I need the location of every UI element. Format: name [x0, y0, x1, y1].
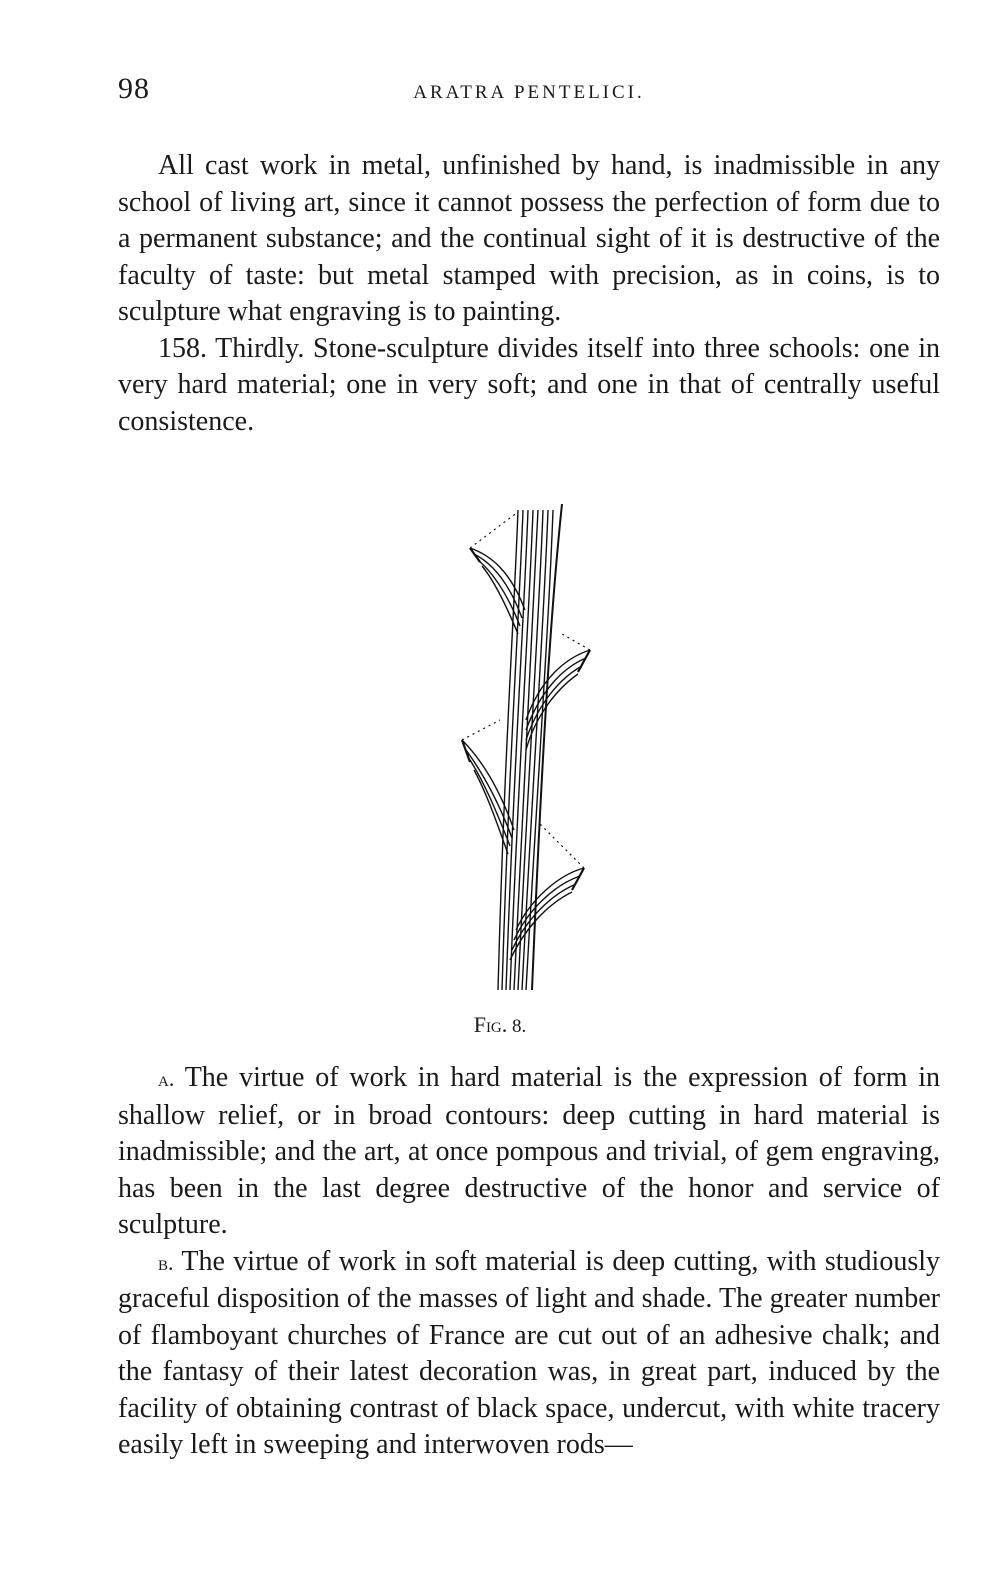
- page-header: [118, 72, 940, 112]
- paragraph-a-label: a.: [158, 1066, 175, 1091]
- figure-caption: [430, 1012, 570, 1038]
- stem-leaf-engraving: [440, 500, 620, 1010]
- paragraph-b-text: The virtue of work in soft material is deep cutting, with studiously graceful disposition of the masses of light and shade. The greater number of flamboyant churches of France are cut out of an adhesive chalk; and the fantasy of their latest decoration was, in great part, induced by the facility of obtaining contrast of black space, undercut, with white tracery easily left in sweeping and interwoven rods—: [118, 1245, 940, 1460]
- paragraph-158: 158. Thirdly. Stone-sculpture divides itself into three schools: one in very hard material; one in very soft; and one in that of centrally useful consistence.: [118, 332, 940, 437]
- paragraph-b-label: b.: [158, 1249, 174, 1275]
- caption-number: 8.: [512, 1016, 527, 1037]
- caption-prefix: Fig.: [473, 1012, 508, 1037]
- paragraph-a-text: The virtue of work in hard material is the expression of form in shallow relief, or in broad contours: deep cutting in hard material is inadmissible; and the art, at once pompous and trivial, of gem engraving, has been in the last degree destructive of the honor and service of sculpture.: [118, 1062, 940, 1240]
- body-text-bottom: [118, 1060, 940, 1464]
- figure-8-illustration: [440, 500, 620, 1010]
- running-title: ARATRA PENTELICI.: [413, 82, 645, 103]
- page-number: 98: [118, 72, 150, 105]
- paragraph-b: [118, 1244, 940, 1464]
- body-text-top: [118, 148, 940, 440]
- paragraph-cast-metal: All cast work in metal, unfinished by hand, is inadmissible in any school of living art, since it cannot possess the perfection of form due to a permanent substance; and the continual sight of it is destructive of the faculty of taste: but metal stamped with precision, as in coins, is to sculpture what engraving is to painting.: [118, 150, 940, 327]
- paragraph-a: [118, 1060, 940, 1244]
